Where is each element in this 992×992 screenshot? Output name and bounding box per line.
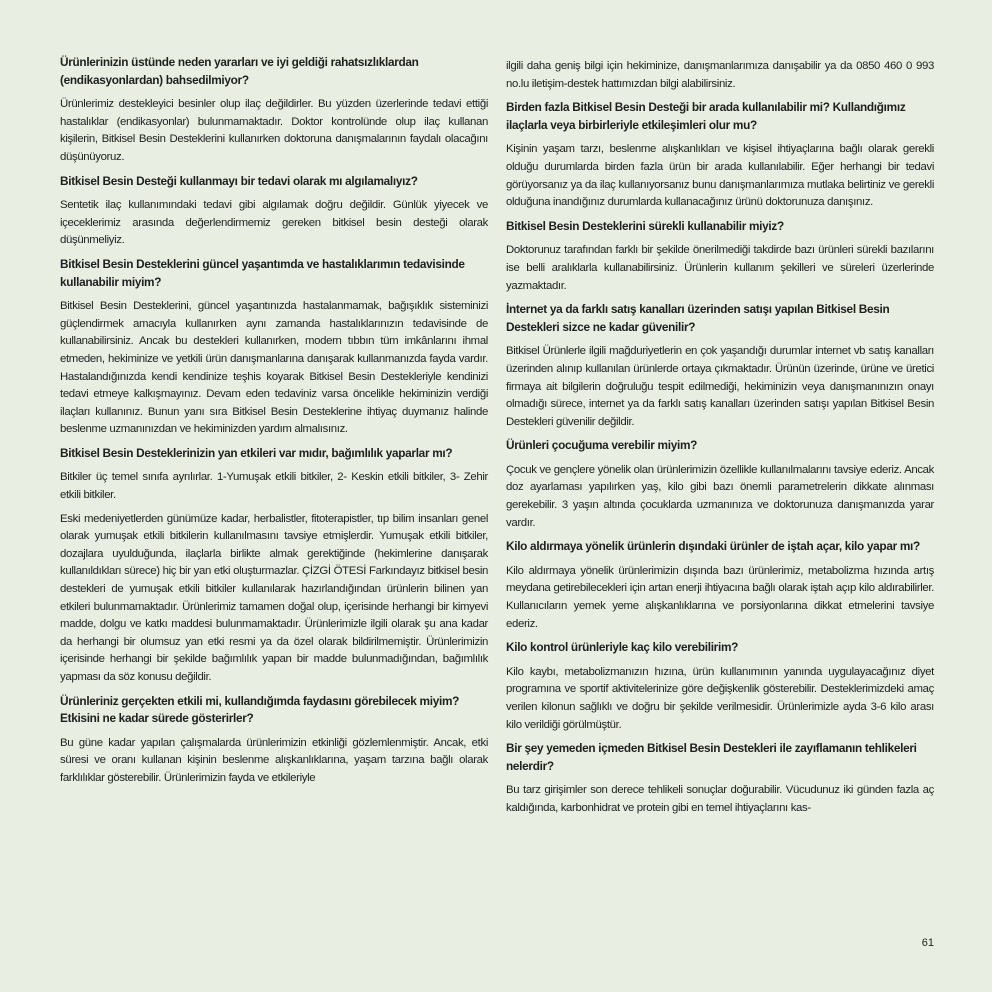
question-heading: Bitkisel Besin Desteği kullanmayı bir tedavi olarak mı algılamalıyız?	[60, 173, 418, 188]
question-heading: Kilo aldırmaya yönelik ürünlerin dışındaki ürünler de iştah açar, kilo yapar mı?	[506, 539, 920, 554]
question-heading: Bitkisel Besin Desteklerini sürekli kullanabilir miyiz?	[506, 218, 784, 233]
answer-paragraph: ilgili daha geniş bilgi için hekiminize, danışmanlarımıza danışabilir ya da 0850 460 0 993 no.lu iletişim-destek hattımızdan bilgi alabilirsiniz.	[506, 60, 934, 90]
question-heading: Ürünleri çocuğuma verebilir miyim?	[506, 438, 698, 453]
question-heading: Birden fazla Bitkisel Besin Desteği bir arada kullanılabilir mi? Kullandığımız ilaçlarla veya birbirleriyle etkileşimleri olur mu?	[506, 100, 906, 132]
answer-paragraph: Sentetik ilaç kullanımındaki tedavi gibi algılamak doğru değildir. Günlük yiyecek ve içeceklerimiz arasında değerlendirmemiz gereken bitkisel besin desteği olarak düşünmeliyiz.	[60, 199, 488, 247]
answer-paragraph: Bitkiler üç temel sınıfa ayrılırlar. 1-Yumuşak etkili bitkiler, 2- Keskin etkili bitkiler, 3- Zehir etkili bitkiler.	[60, 471, 488, 502]
page-number: 61	[921, 937, 934, 949]
answer-paragraph: Ürünlerimiz destekleyici besinler olup ilaç değildirler. Bu yüzden üzerlerinde tedavi ettiği hastalıklar (endikasyonlar) bulunmamaktadır. Doktor kontrolünde olup ilaç kullanan kişilerin, Bitkisel Besin Desteklerini kullanırken doktoruna danışmalarının faydalı olacağını düşünüyoruz.	[60, 98, 488, 163]
answer-paragraph: Çocuk ve gençlere yönelik olan ürünlerimizin özellikle kullanılmalarını tavsiye ederiz. Ancak doz ayarlaması yapılırken yaş, kilo gibi bazı önemli parametrelerin dikkate alınması gerekebilir. 3 yaşın altında çocuklarda uzmanınıza ve doktorunuza danışmanızda yarar vardır.	[506, 463, 934, 529]
left-column	[60, 54, 488, 794]
answer-paragraph: Kilo kaybı, metabolizmanızın hızına, ürün kullanımının yanında uygulayacağınız diyet programına ve sportif aktivitelerinize göre değişkenlik gösterebilir. Desteklerimizdeki amaç verilen kilonun sağlıklı ve doğru bir şekilde verilmesidir. Ürünlerimizle ayda 3-6 kilo arası kilo verildiği görülmüştür.	[506, 665, 934, 731]
right-column	[506, 58, 934, 824]
answer-paragraph: Bitkisel Besin Desteklerini, güncel yaşantınızda hastalanmamak, bağışıklık sisteminizi güçlendirmek amacıyla kullanırken aynı zamanda hastalıklarınızın tedavisinde de kullanabilirsiniz. Ancak bu destekleri kullanırken, modern tıbbın tüm imkânlarını ihmal etmeden, hekiminize ve yetkili ürün danışmanlarına danışarak kullanmanızda fayda vardır. Hastalandığınızda kendi kendinize teşhis koyarak Bitkisel Besin Destekleriyle kendinizi tedavi etmeye kalkışmayınız. Devam eden tedaviniz varsa öncelikle hekiminizin verdiği ilaçları kullanınız. Bunun yanı sıra Bitkisel Besin Desteklerine ihtiyaç duymanız halinde beslenme uzmanınızdan ve hekiminizden yardım almalısınız.	[60, 300, 488, 436]
question-heading: Bir şey yemeden içmeden Bitkisel Besin Destekleri ile zayıflamanın tehlikeleri nelerdir?	[506, 741, 917, 773]
answer-paragraph: Bu güne kadar yapılan çalışmalarda ürünlerimizin etkinliği gözlemlenmiştir. Ancak, etki süresi ve oranı kullanan kişinin beslenme alışkanlıklarına, yaşam tarzına bağlı olarak farklılıklar gösterebilir. Ürünlerimizin fayda ve etkileriyle	[60, 736, 488, 784]
answer-paragraph: Bu tarz girişimler son derece tehlikeli sonuçlar doğurabilir. Vücudunuz iki günden fazla aç kaldığında, karbonhidrat ve protein gibi en temel ihtiyaçlarını kas-	[506, 784, 934, 814]
answer-paragraph: Bitkisel Ürünlerle ilgili mağduriyetlerin en çok yaşandığı durumlar internet vb satış kanalları üzerinden alınıp kullanılan ürünlerde ortaya çıkmaktadır. Ürünün üzerinde, ürüne ve üretici firmaya ait bilgilerin doğruluğu tespit edilmediği, hekiminizin veya danışmanınızın onayı olmadığı sürece, internet ya da farklı satış kanalları üzerinden satışı yapılan Bitkisel Besin Destekleri güvenilir değildir.	[506, 345, 934, 428]
question-heading: İnternet ya da farklı satış kanalları üzerinden satışı yapılan Bitkisel Besin Destekleri sizce ne kadar güvenilir?	[506, 302, 890, 334]
answer-paragraph: Kilo aldırmaya yönelik ürünlerimizin dışında bazı ürünlerimiz, metabolizma hızında artış meydana getirebilecekleri için artan enerji ihtiyacına bağlı olarak iştah açıp kilo aldırabilirler. Kullanıcıların yemek yeme alışkanlıklarına ve porsiyonlarına dikkat etmelerini tavsiye ederiz.	[506, 564, 934, 630]
question-heading: Kilo kontrol ürünleriyle kaç kilo verebilirim?	[506, 640, 739, 655]
answer-paragraph: Kişinin yaşam tarzı, beslenme alışkanlıkları ve kişisel ihtiyaçlarına bağlı olarak gerekli olduğu durumlarda birden fazla ürün bir arada kullanılabilir. Eğer herhangi bir tedavi görüyorsanız ya da ilaç kullanıyorsanız bunu danışmanlarımıza mutlaka belirtiniz ve gerekli olduğuna inandığınız durumlarda kullanacağınız ürünü doktorunuza danışınız.	[506, 143, 934, 209]
question-heading: Bitkisel Besin Desteklerinizin yan etkileri var mıdır, bağımlılık yaparlar mı?	[60, 445, 453, 460]
question-heading: Ürünleriniz gerçekten etkili mi, kullandığımda faydasını görebilecek miyim? Etkisini ne kadar sürede gösterirler?	[60, 693, 460, 726]
question-heading: Bitkisel Besin Desteklerini güncel yaşantımda ve hastalıklarımın tedavisinde kullanabilir miyim?	[60, 256, 465, 289]
answer-paragraph: Eski medeniyetlerden günümüze kadar, herbalistler, fitoterapistler, tıp bilim insanları genel olarak yumuşak etkili bitkilerin kullanılmasını tavsiye etmişlerdir. Yumuşak etkili bitkiler, dozajlara uyulduğunda, ilaçlarla birlikte almak gerektiğinde (hekimlerine danışarak kullanıldıkları sürece) hiç bir yan etki oluşturmazlar. ÇİZGİ ÖTESİ Farkındayız bitkisel besin destekleri de yumuşak etkili bitkiler kullanılarak hazırlandığından ürünlerin bilinen yan etkileri bulunmamaktadır. Ürünlerimiz tamamen doğal olup, içerisinde herhangi bir kimyevi madde, dolgu ve katkı maddesi bulunmamaktadır. Ürünlerimizle ilgili olarak şu ana kadar da herhangi bir olumsuz yan etki resmi ya da özel olarak bildirilmemiştir. Ürünlerimizin içerisinde herhangi bir şekilde bağımlılık yapan bir madde bulunmadığından, bağımlılık yapması da söz konusu değildir.	[60, 512, 488, 683]
question-heading: Ürünlerinizin üstünde neden yararları ve iyi geldiği rahatsızlıklardan (endikasyonlardan) bahsedilmiyor?	[60, 55, 419, 87]
answer-paragraph: Doktorunuz tarafından farklı bir şekilde önerilmediği takdirde bazı ürünleri sürekli bazılarını ise belli aralıklarla kullanabilirsiniz. Ürünlerin kullanım şekilleri ve süreleri üzerlerinde yazmaktadır.	[506, 244, 934, 292]
